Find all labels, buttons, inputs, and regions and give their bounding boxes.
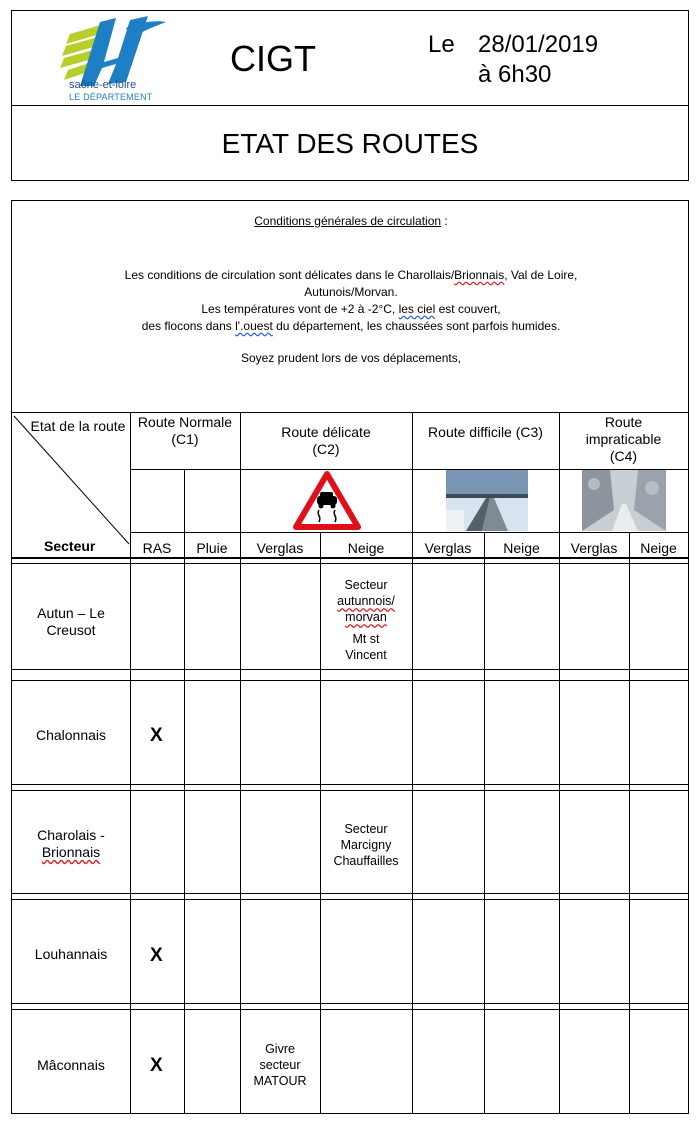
subcolumn-line — [629, 532, 630, 1114]
row-separator — [11, 790, 689, 791]
sector-autun: Autun – Le Creusot — [37, 605, 105, 638]
subcolumn-line — [184, 469, 185, 1114]
conditions-line3: Les températures vont de +2 à -2°C, les ciel est couvert, — [201, 302, 501, 316]
conditions-line2: Autunois/Morvan. — [304, 285, 398, 299]
row-separator — [11, 784, 689, 785]
maconnais-ras-mark: X — [150, 1055, 163, 1076]
sub-pluie: Pluie — [196, 540, 228, 556]
corner-top-label: Etat de la route — [30, 418, 126, 434]
sub-neige-c2: Neige — [347, 540, 385, 556]
louhannais-ras-mark: X — [150, 945, 163, 966]
conditions-line1: Les conditions de circulation sont délicates dans le Charollais/Brionnais, Val de Loire, — [124, 268, 578, 282]
snowy-road-photo-icon — [582, 470, 666, 531]
date-prefix: Le — [428, 31, 455, 58]
org-name: CIGT — [230, 38, 316, 79]
conditions-line4: des flocons dans l'.ouest du département, les chaussées sont parfois humides. — [141, 319, 561, 333]
sub-verglas-c4: Verglas — [570, 540, 618, 556]
logo-line1: saône-et-loire — [69, 79, 137, 91]
column-line — [412, 412, 413, 1114]
logo-line2: LE DÉPARTEMENT — [69, 92, 153, 102]
sub-verglas-c3: Verglas — [424, 540, 472, 556]
row-separator — [11, 563, 689, 564]
row-separator — [11, 899, 689, 900]
table-right-line — [688, 412, 689, 1114]
autun-neige-c2: Secteur autunnois/ morvan Mt st Vincent — [337, 578, 395, 662]
sector-charolais-brionnais: Charolais - Brionnais — [37, 827, 105, 860]
sub-neige-c4: Neige — [640, 540, 677, 556]
conditions-title: Conditions générales de circulation : — [254, 214, 448, 228]
row-separator — [11, 669, 689, 670]
subcolumn-line — [484, 532, 485, 1114]
table-bottom-line — [11, 1113, 689, 1114]
conditions-line5: Soyez prudent lors de vos déplacements, — [240, 351, 462, 365]
c3-header: Route difficile (C3) — [428, 424, 543, 440]
row-separator — [11, 893, 689, 894]
icy-road-photo-icon — [446, 470, 528, 531]
sector-chalonnais: Chalonnais — [35, 727, 107, 743]
sub-verglas-c2: Verglas — [256, 540, 304, 556]
maconnais-verglas-c2: Givre secteur MATOUR — [253, 1042, 307, 1088]
c4-header: Route impraticable (C4) — [585, 414, 662, 464]
sub-ras: RAS — [142, 540, 172, 556]
report-date: 28/01/2019 — [478, 31, 599, 58]
c2-header: Route délicate (C2) — [281, 424, 371, 457]
c1-header: Route Normale (C1) — [137, 414, 233, 447]
sub-neige-c3: Neige — [503, 540, 540, 556]
row-separator — [11, 1003, 689, 1004]
column-line — [559, 412, 560, 1114]
header-divider-line — [130, 532, 689, 533]
page-title: ETAT DES ROUTES — [221, 128, 479, 159]
slippery-road-sign-icon — [292, 470, 362, 531]
report-time: à 6h30 — [478, 61, 552, 88]
sector-louhannais: Louhannais — [34, 946, 108, 962]
row-separator — [11, 1009, 689, 1010]
charolais-neige-c2: Secteur Marcigny Chauffailles — [333, 822, 399, 868]
corner-bottom-label: Secteur — [44, 538, 96, 554]
chalonnais-ras-mark: X — [150, 725, 163, 746]
conditions-box — [11, 200, 689, 413]
sector-maconnais: Mâconnais — [37, 1057, 105, 1073]
column-line — [240, 412, 241, 1114]
row-separator — [11, 680, 689, 681]
